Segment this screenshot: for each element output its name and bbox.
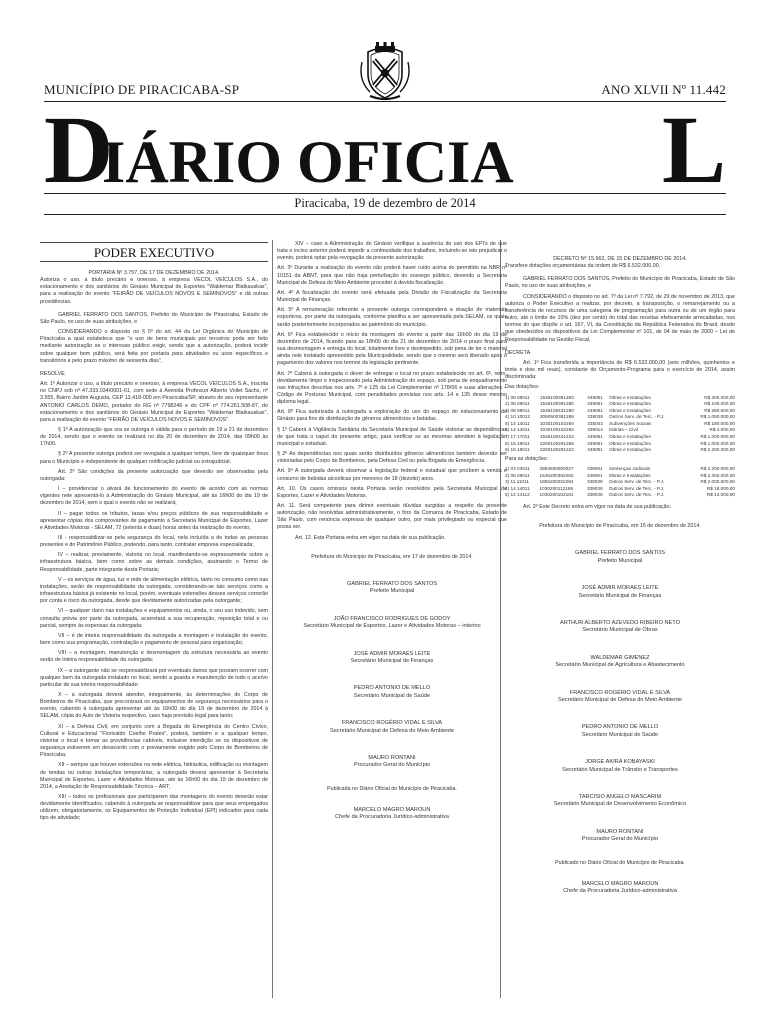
- article: Art. 10. Os casos omissos nesta Portaria serão resolvidos pela Secretaria Municipal de Esportes, Lazer e Atividades Motoras.: [277, 485, 507, 499]
- signatory-name: JORGE AKIRA KOBAYASKI: [585, 759, 655, 766]
- allocation-cell: 449051: [587, 447, 603, 453]
- allocation-cell: Obras e Instalações: [609, 440, 651, 446]
- signature-block: [505, 794, 735, 809]
- allocation-cell: 1) 03 03011: [505, 466, 530, 471]
- article: Art. 9º A outorgada deverá observar a legislação federal e estadual que proíbem a venda e consumo de bebidas alcoólicas por menores de 18 (dezoito) anos.: [277, 468, 507, 482]
- allocation-cell: Obras e Instalações: [608, 472, 651, 478]
- signatory-role: Secretário Municipal de Finanças: [350, 657, 434, 664]
- signatory-role: Secretário Municipal de Defesa do Meio Ambiente: [329, 727, 455, 734]
- signatory-role: Secretário Municipal de Obras: [582, 627, 658, 634]
- article: Art. 1º Autorizar o uso, a título precário e oneroso, à empresa VECOL VEÍCULOS S.A., inscrita no CNPJ sob nº 47.333.034/0001-61, com sede à Avenida Professor Alberto Vollet Sachs, nº 3.555, Bairro Jardim Augusta, CEP 13.418-000 em Piracicaba/SP, através de seu representante ANTONIO CARLOS DEMO, portador do RG nº 7798246 e do CPF nº 774.261.508-87, do estacionamento e dos sanitários do Ginásio Municipal de Esportes "Waldemar Blatkauskas", para a realização do evento "FEIRÃO DE VEÍCULOS NOVOS E SEMINOVOS".: [40, 381, 268, 423]
- from-allocations-table: [505, 395, 735, 454]
- allocation-cell: 339039: [587, 414, 603, 420]
- allocation-cell: 1545100391280: [539, 401, 574, 407]
- allocation-cell: 1545100441222: [539, 434, 574, 440]
- signatory-name: WALDEMAR GIMENEZ: [590, 654, 650, 661]
- signatory-name: PEDRO ANTONIO DE MELLO: [581, 724, 659, 731]
- clause: VIII – a montagem, manutenção e desmontagem da estrutura necessária ao evento serão de inteira responsabilidade da outorgada;: [40, 650, 268, 664]
- city-coat-of-arms-emblem: [354, 40, 416, 102]
- allocation-cell: 2884600000027: [539, 466, 574, 471]
- publication-date: Piracicaba, 19 de dezembro de 2014: [294, 196, 476, 210]
- allocation-cell: R$ 4.000,00: [709, 427, 735, 433]
- allocation-cell: Obras e Instalações: [609, 394, 651, 400]
- signature-block: [505, 829, 735, 844]
- allocation-cell: 2260100291266: [539, 440, 574, 446]
- allocation-cell: R$ 18.000,00: [706, 485, 735, 491]
- decreto-title: DECRETO Nº 15.962, DE 15 DE DEZEMBRO DE 2014.: [553, 256, 687, 262]
- allocation-cell: Subvenções Sociais: [609, 420, 652, 426]
- clause: IX – a outorgante não se responsabilizará por eventuais danos que possam ocorrer com qualquer bem da outorgada instalado no local, sendo a guarda e manutenção de todo o acervo particular de sua inteira responsabilidade;: [40, 667, 268, 688]
- header-rule-middle: [44, 193, 726, 194]
- allocation-row: [505, 434, 735, 441]
- portaria-title: PORTARIA Nº 3.757, DE 17 DE DEZEMBRO DE 2014.: [88, 270, 220, 276]
- signatory-name: JOÃO FRANCISCO RODRIGUES DE GODOY: [333, 615, 451, 622]
- column-3: [505, 256, 735, 896]
- allocation-cell: 339039: [586, 479, 603, 485]
- signatory-name: MAURO RONTANI: [596, 828, 644, 835]
- allocation-cell: 1030200102181: [539, 492, 574, 498]
- signatory-role: Secretário Municipal de Saúde: [581, 731, 659, 738]
- clause: VII – é de inteira responsabilidade da outorgada a montagem e instalação do evento, bem como sua programação, contratação e pagamento de pessoal para organização;: [40, 632, 268, 647]
- article: Art. 1º Fica transferida a importância de R$ 6.532.000,00 (seis milhões, quinhentos e trinta e dois mil reais), constante do Orçamento-Programa para o exercício de 2014, assim discriminada:: [505, 359, 735, 381]
- clause: III - responsabilizar-se pela segurança do local, nela incluída a de todas as pessoas presentes e do Patrimônio Público, podendo, para tanto, contratar empresa especializada;: [40, 535, 268, 549]
- portaria-ementa: Autoriza o uso, a título precário e oneroso, à empresa VECOL VEÍCULOS S.A., do estacionamento e dos sanitários do Ginásio Municipal de Esportes "Waldemar Blatkauskas", para a realização do evento "FEIRÃO DE VEÍCULOS NOVOS E SEMINOVOS" e dá outras providências.: [40, 277, 268, 305]
- allocation-cell: 4) 10 10012: [505, 414, 531, 420]
- signatory-name: MAURO RONTANI: [368, 755, 416, 761]
- signatory-role: Secretário Municipal de Defesa do Meio Ambiente: [557, 696, 683, 703]
- allocation-cell: 449051: [587, 394, 603, 400]
- signatory-role: Secretário Municipal de Saúde: [353, 692, 431, 699]
- allocation-cell: Outros Serv. de Terc. - P.J.: [608, 479, 665, 485]
- allocation-row: [505, 414, 735, 421]
- signatory-role: Procurador Geral do Município: [353, 762, 431, 769]
- clause: V – os serviços de água, luz e rede de alimentação elétrica, tanto no consumo como nas instalações, serão de responsabilidade da outorgada, considerando-se tais serviços como a infraestrutura básica já existente no local, porém, eventuais extensões desses serviços correrão por conta e risco da outorgada, desde que devidamente autorizadas pela outorgante;: [40, 576, 269, 605]
- signature-block: [505, 881, 735, 896]
- allocation-row: [505, 486, 735, 493]
- allocation-cell: 8) 18 18011: [505, 440, 530, 446]
- signature-block: [505, 655, 735, 670]
- signatory-name: PEDRO ANTONIO DE MELLO: [353, 685, 431, 692]
- paragraph: CONSIDERANDO o disposto no art. 7º da Lei nº 7.792, de 29 de novembro de 2013, que autoriza o Poder Executivo a realizar, por decreto, a transposição, o remanejamento ou a transferência de recursos de uma categoria de programação para outra ou de um órgão para outro, até o limite de 10% (dez por cento) do total das receitas efetivamente arrecadadas, nos termos do que dispõe o art. 167, VI, da Constituição da República Federativa do Brasil, desde que obedecidos os dispositivos da Lei Complementar nº 101, de 04 de maio de 2000 – Lei de Responsabilidade na Gestão Fiscal,: [505, 293, 735, 343]
- clause: IV – realizar, previamente, vistoria no local, manifestando-se expressamente sobre a infraestrutura básica, bem como sobre as demais condições, assinando o Termo de Responsabilidade, parte integrante desta Portaria;: [40, 552, 268, 573]
- allocation-row: [505, 473, 735, 480]
- resolve-heading: RESOLVE: [40, 370, 65, 377]
- allocation-cell: R$ 14.000,00: [706, 492, 735, 498]
- from-allocations-title: Das dotações:: [505, 384, 540, 391]
- allocation-cell: 2060500381289: [539, 414, 574, 420]
- allocation-cell: 4) 14 14011: [505, 485, 530, 491]
- article: Art. 8º Fica autorizada à outorgada a exploração do uso do espaço do estacionamento do Ginásio para fins de distribuição de gêneros alimentícios e bebidas.: [277, 409, 507, 423]
- signature-block: [505, 550, 735, 565]
- paragraph: § 2º As dependências nos quais serão distribuídos gêneros alimentícios também deverão ser vistoriadas pelo Corpo de Bombeiros, pela Defesa Civil ou pela Brigada de Emergência.: [277, 451, 507, 465]
- allocation-cell: 6) 14 14011: [505, 427, 530, 433]
- signature-block: [505, 690, 735, 705]
- signature-block: [277, 581, 507, 596]
- allocation-row: [505, 466, 735, 473]
- clause: I – providenciar o alvará de funcionamento do evento de acordo com as normas vigentes nele apresentá-lo à Administração do Ginásio Municipal, até às 16h00 do dia 19 de dezembro de 2014, sem o qual o evento não se realizará;: [40, 486, 268, 507]
- allocation-cell: 3) 11 11011: [505, 479, 529, 485]
- allocation-cell: 1545100391260: [539, 394, 574, 400]
- allocation-cell: R$ 100.000,00: [704, 401, 735, 407]
- allocation-cell: 2260100291222: [539, 447, 574, 453]
- allocation-cell: 339014: [587, 427, 603, 433]
- signatory-name: FRANCISCO ROGÉRIO VIDAL E SILVA: [569, 689, 671, 696]
- allocation-cell: Diárias – Civil: [609, 427, 638, 433]
- allocation-cell: 335043: [587, 420, 603, 426]
- allocation-row: [505, 479, 735, 486]
- closing-line: Prefeitura do Município de Piracicaba, em 17 de dezembro de 2014.: [311, 553, 473, 560]
- allocation-cell: 9) 18 18011: [505, 447, 530, 453]
- signatory-name: JOSÉ ADMIR MORAES LEITE: [581, 585, 659, 592]
- allocation-cell: R$ 1.000.000,00: [700, 440, 735, 446]
- allocation-row: [505, 427, 735, 434]
- signature-block: [277, 807, 507, 822]
- signatory-role: Prefeito Municipal: [597, 557, 643, 564]
- allocation-cell: Obras e Instalações: [609, 434, 651, 440]
- article: Art. 2º São condições da presente autorização que deverão ser observadas pela outorgada:: [40, 468, 268, 482]
- signatory-role: Secretário Municipal de Finanças: [578, 592, 662, 599]
- allocation-cell: 449051: [587, 407, 603, 413]
- clause: XI – a Defesa Civil, em conjunto com a Brigada de Emergência do Centro Cívico, Cultural e Educacional "Florivaldo Coelho Prates", poderá, também e a qualquer tempo, vistoriar o local e tomar as providências cabíveis, inclusive interdição se os dispositivos de segurança estiverem em desacordo com o previamente exigido pelo Corpo de Bombeiros de Piracicaba;: [40, 723, 268, 759]
- header-rule-bottom: [44, 214, 726, 215]
- signature-block: [277, 651, 507, 666]
- signatory-name: ARTHUR ALBERTO AZEVEDO RIBEIRO NETO: [560, 619, 680, 626]
- clause: II – pagar todos os tributos, taxas e/ou preços públicos de sua responsabilidade e apresentar cópias dos comprovantes de pagamento à Secretaria Municipal de Esportes, Lazer e Atividades Motoras - SELAM, 72 (setenta e duas) horas antes da realização do evento;: [40, 510, 268, 531]
- decreto-ementa: Transfere dotações orçamentárias da ordem de R$ 6.532.000,00.: [505, 263, 661, 270]
- signature-block: [277, 720, 507, 735]
- article: Art. 11. Será competente para dirimir eventuais dúvidas surgidas a respeito da presente autorização, não resolvidas administrativamente, o foro da Comarca de Piracicaba, Estado de São Paulo, com renúncia expressa de qualquer outro, por mais privilegiado ou especial que possa ser.: [277, 503, 507, 531]
- allocation-cell: Obras e Instalações: [609, 407, 651, 413]
- article: Art. 7º Caberá à outorgada o dever de entregar o local no prazo estabelecido no art. 6º, retro, devidamente limpo e inspecionado pela Administração do espaço, sob pena de enquadramento nas infrações descritas nos arts. 7º e 125 da Lei Complementar nº 178/06 e suas alterações – Código de Posturas Municipal, com penalidades previstas nos arts. 14 e 135 desse mesmo diploma legal.: [277, 370, 507, 406]
- paragraph: § 2º A presente outorga poderá ser revogada a qualquer tempo, livre de quaisquer ônus para o Município e independente de qualquer notificação judicial ou extrajudicial.: [40, 451, 268, 465]
- column-1: [40, 240, 268, 826]
- signature-block: [277, 616, 507, 631]
- article: Art. 6º Fica estabelecido o início da montagem do evento a partir das 16h00 do dia 19 de dezembro de 2014, ficando para as 18h00 do dia 21 de dezembro de 2014 o prazo final para sua desmontagem e entrega do local, totalmente livre e desimpedido, sob pena de ter o material ainda nele instalado apreendido pela Municipalidade, sendo que o mesmo será liberado após o pagamento dos valores nos termos da legislação pertinente.: [277, 331, 507, 367]
- masthead-final: L: [661, 96, 726, 203]
- paragraph: GABRIEL FERRATO DOS SANTOS, Prefeito do Município de Piracicaba, Estado de São Paulo, no uso de suas atribuições, e: [40, 311, 268, 325]
- municipality-name: MUNICÍPIO DE PIRACICABA-SP: [44, 82, 240, 97]
- signatory-role: Prefeito Municipal: [369, 588, 415, 595]
- closing-line: Prefeitura do Município de Piracicaba, em 15 de dezembro de 2014.: [539, 523, 701, 530]
- allocation-cell: Outros Serv. de Terc. - P.J.: [609, 414, 665, 420]
- allocation-row: [505, 395, 735, 402]
- allocation-cell: Sentenças Judiciais: [608, 466, 651, 471]
- allocation-cell: 449051: [587, 440, 603, 446]
- clause: XIV – caso a Administração do Ginásio verifique a ausência do uso dos EPI's de que trata o inciso anterior poderá impedir a continuidade dos trabalhos, incluindo-se isto prejudicar o evento, poderá optar pela revogação da presente autorização.: [277, 241, 507, 262]
- article: Art. 3º Durante a realização do evento não poderá haver ruído acima do permitido na NBR nº 10151 da ABNT, para que não haja perturbação do sossego público, devendo a Secretaria Municipal de Defesa do Meio Ambiente proceder à devida fiscalização.: [277, 265, 507, 286]
- signatory-name: GABRIEL FERRATO DOS SANTOS: [575, 550, 665, 557]
- allocation-cell: 339039: [586, 492, 603, 498]
- paragraph: GABRIEL FERRATO DOS SANTOS, Prefeito do Município de Piracicaba, Estado de São Paulo, no uso de suas atribuições, e: [505, 276, 735, 290]
- allocation-cell: 2) 08 08011: [505, 472, 530, 478]
- allocation-row: [505, 492, 735, 499]
- allocation-cell: R$ 300.000,00: [704, 394, 735, 400]
- signature-block: [277, 685, 507, 700]
- article: Art. 5º A remuneração referente a presente outorga corresponderá a doação de materiais esportivos, por parte da outorgada, conforme planilha a ser apresentada pela SELAM, os quais serão posteriormente incorporados ao patrimônio do município.: [277, 307, 507, 328]
- allocation-cell: Obras e Instalações: [609, 401, 651, 407]
- clause: X – a outorgada deverá atender, integralmente, às determinações do Corpo de Bombeiros de Piracicaba, que preconizará os equipamentos de segurança necessários para o evento, cabendo à outorgada apresentar até às 16h00 do dia 19 de dezembro de 2014 à SELAM, cópia do Auto de Vistoria respectivo, caso haja previsão legal para tanto;: [40, 691, 268, 720]
- clause: XII – sempre que houver extensões na rede elétrica, hidráulica, edificação ou montagem de tendas ou outras instalações temporárias, a outorgada deverá apresentar à Secretaria Municipal de Esportes, Lazer e Atividades Motoras, até às 16h00 do dia 19 de dezembro de 2014, a Anotação de Responsabilidade Técnica – ART;: [40, 762, 268, 790]
- allocation-cell: R$ 2.300.000,00: [700, 472, 735, 478]
- paragraph: CONSIDERANDO o disposto no § 5º do art. 44 da Lei Orgânica do Município de Piracicaba a qual estabelece que "o uso de bens municipais por terceiros pode ser feito mediante autorização se o interesse público exigir, sendo que a autorização, poderá incidir sobre qualquer bem público, será feita por portaria para atividades ou usos específicos e transitórios e pelo prazo máximo de sessenta dias",: [40, 329, 268, 364]
- allocation-cell: 1856200262284: [539, 479, 574, 485]
- signature-block: [505, 759, 735, 774]
- signatory-role: Secretário Municipal de Esportes, Lazer e Atividades Motoras – interino: [303, 623, 481, 630]
- to-allocations-table: [505, 466, 735, 499]
- column-divider: [272, 240, 273, 998]
- allocation-cell: 1545100431280: [539, 407, 574, 413]
- allocation-cell: R$ 280.000,00: [704, 407, 735, 413]
- allocation-cell: 449051: [587, 434, 603, 440]
- allocation-cell: Outros Serv. de Terc. - P.J.: [608, 492, 665, 498]
- allocation-cell: 5) 14 14011: [505, 420, 530, 426]
- masthead-initial: D: [44, 96, 113, 203]
- allocation-cell: 5) 14 14112: [505, 492, 530, 498]
- section-title: PODER EXECUTIVO: [40, 242, 268, 262]
- allocation-cell: 339039: [586, 485, 603, 491]
- signatory-role: Chefe da Procuradoria Jurídico-administrativa: [335, 814, 449, 821]
- allocation-row: [505, 441, 735, 448]
- signatory-role: Chefe da Procuradoria Jurídico-administrativa: [563, 888, 677, 895]
- clause: VI – qualquer dano nas instalações e equipamentos ou, ainda, o seu uso indevido, sem consulta prévia por parte da outorgada, acarretará a sua recuperação, reposição total e ou parcial, sempre às expensas da outorgada;: [40, 608, 268, 629]
- signatory-name: GABRIEL FERRATO DOS SANTOS: [347, 580, 437, 587]
- allocation-cell: 1030100102282: [539, 427, 574, 433]
- allocation-cell: 3) 08 08011: [505, 407, 530, 413]
- signatory-name: MARCELO MAGRO MAROUN: [353, 806, 431, 813]
- signature-block: [505, 585, 735, 600]
- allocation-cell: 1545200392282: [539, 472, 574, 478]
- allocation-row: [505, 421, 735, 428]
- article: Art. 12. Esta Portaria entra em vigor na data de sua publicação.: [295, 534, 446, 541]
- allocation-cell: 339091: [586, 466, 603, 471]
- allocation-row: [505, 408, 735, 415]
- allocation-cell: R$ 2.200.000,00: [700, 447, 735, 453]
- signature-block: [277, 755, 507, 770]
- allocation-cell: 1030200112186: [539, 485, 574, 491]
- paragraph: § 1º A autorização que ora se outorga é válida para o período de 19 a 21 de dezembro de 2014, sendo que o evento se realizará no dia 20 de dezembro de 2014, das 09h00 às 17h00.: [40, 426, 268, 448]
- allocation-row: [505, 401, 735, 408]
- article: Art. 2º Este Decreto entra em vigor na data de sua publicação.: [523, 503, 672, 510]
- publication-note: Publicado no Diário Oficial do Município de Piracicaba.: [555, 859, 685, 866]
- allocation-cell: 7) 17 17011: [505, 434, 530, 440]
- column-2: [277, 241, 507, 822]
- allocation-cell: R$ 1.000.000,00: [700, 434, 735, 440]
- clause: XIII – todos os profissionais que participarem das montagens do evento deverão estar devidamente identificados, cabendo à outorgada se responsabilizar para que seus empregados utilizem, obrigatoriamente, os Equipamentos de Proteção Individual (EPI) indicados para cada tipo de atividade;: [40, 794, 268, 822]
- to-allocations-title: Para as dotações:: [505, 455, 549, 462]
- allocation-cell: Obras e Instalações: [609, 447, 651, 453]
- article: Art. 4º A fiscalização do evento será efetuada pela Divisão de Fiscalização da Secretaria Municipal de Finanças.: [277, 289, 507, 304]
- publication-note: Publicada no Diário Oficial do Município de Piracicaba.: [327, 785, 457, 792]
- allocation-cell: 449051: [586, 472, 603, 478]
- signature-block: [505, 724, 735, 739]
- allocation-cell: R$ 1.050.000,00: [700, 414, 735, 420]
- signatory-role: Secretário Municipal de Desenvolvimento Econômico: [553, 801, 687, 808]
- signatory-name: FRANCISCO ROGÉRIO VIDAL E SILVA: [341, 720, 443, 727]
- signatory-name: JOSÉ ADMIR MORAES LEITE: [353, 650, 431, 657]
- signatory-name: TARCISIO ANGELO MASCARIM: [578, 793, 662, 800]
- edition-number: ANO XLVII Nº 11.442: [601, 82, 726, 97]
- masthead-middle: IÁRIO OFICIA: [102, 129, 514, 195]
- paragraph: § 1º Caberá à Vigilância Sanitária da Secretaria Municipal de Saúde vistoriar as dependências de que trata o caput do presente artigo, para verificar se as mesmas atendem à legislação municipal e estadual.: [277, 426, 507, 447]
- allocation-cell: 1030100102260: [539, 420, 574, 426]
- allocation-cell: R$ 2.200.000,00: [700, 466, 735, 471]
- allocation-cell: 449051: [587, 401, 603, 407]
- signatory-role: Procurador Geral do Município: [581, 836, 659, 843]
- signatory-role: Secretário Municipal de Agricultura e Abastecimento: [555, 662, 685, 669]
- signatory-role: Secretário Municipal de Trânsito e Transportes: [562, 766, 678, 773]
- allocation-cell: 2) 08 08011: [505, 401, 530, 407]
- signatory-name: MARCELO MAGRO MAROUN: [581, 880, 659, 887]
- allocation-cell: R$ 180.000,00: [704, 420, 735, 426]
- allocation-cell: R$ 2.000.000,00: [700, 479, 735, 485]
- allocation-cell: Outros Serv. de Terc. - P.J.: [608, 485, 665, 491]
- decreta-heading: DECRETA: [505, 349, 531, 356]
- signature-block: [505, 620, 735, 635]
- allocation-cell: 1) 08 08011: [505, 394, 530, 400]
- allocation-row: [505, 447, 735, 454]
